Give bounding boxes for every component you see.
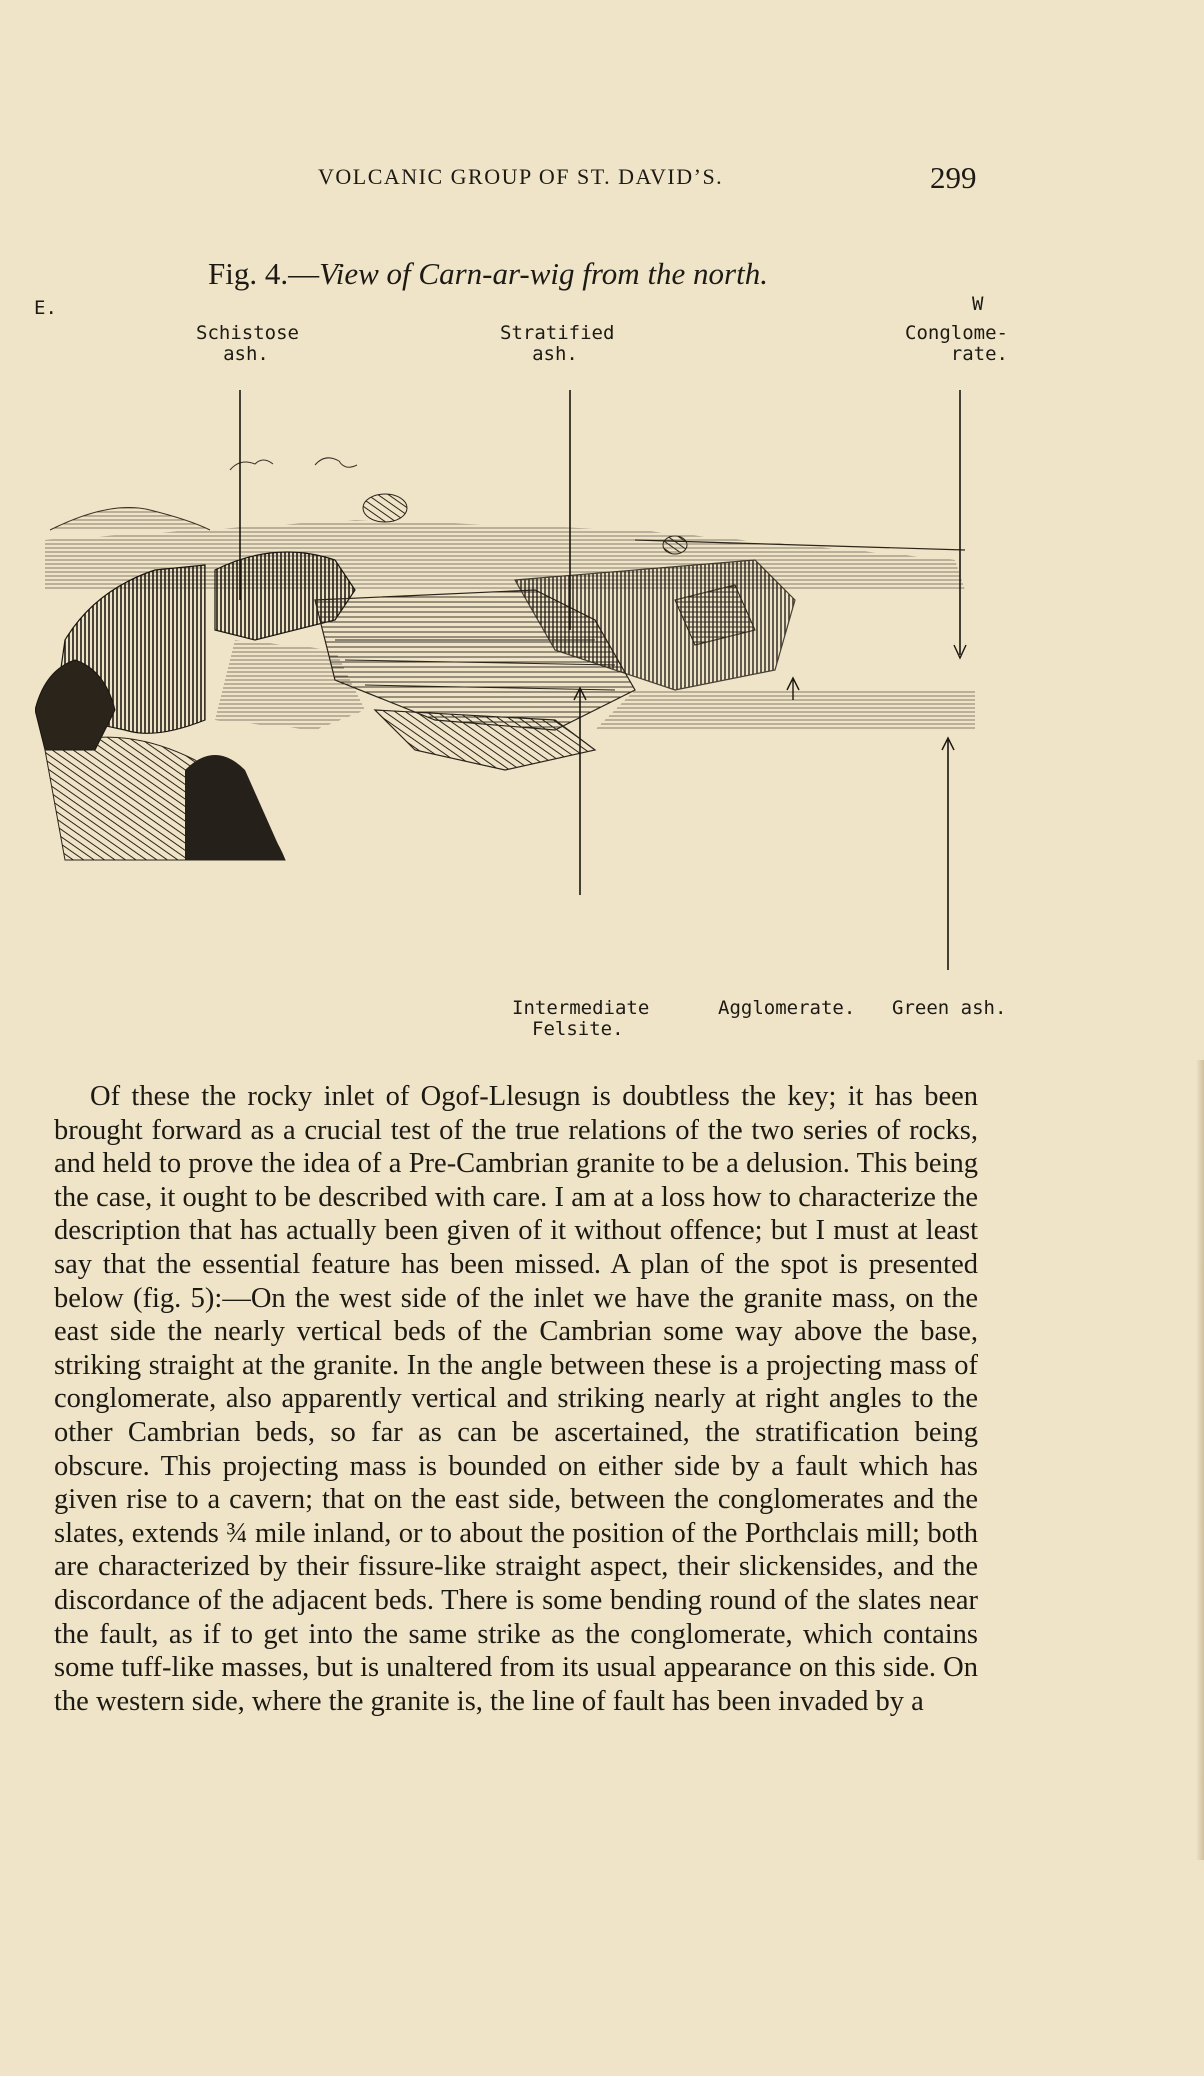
label-green-ash: Green ash. [892,997,1007,1019]
label-agglomerate: Agglomerate. [718,997,856,1019]
label-intermediate-felsite [512,998,652,1040]
page-number: 299 [930,160,977,195]
label-stratified-line2: ash. [532,343,578,365]
body-paragraph: Of these the rocky inlet of Ogof-Llesugn is doubtless the key; it has been brought forward as a crucial test of the true relations of the two series of rocks, and held to prove the idea of a Pre-Cambrian granite to be a delusion. This being the case, it ought to be described with care. I am at a loss how to characterize the description that has actually been given of it without offence; but I must at least say that the essential feature has been missed. A plan of the spot is presented below (fig. 5):—On the west side of the inlet we have the granite mass, on the east side the nearly vertical beds of the Cambrian some way above the base, striking straight at the granite. In the angle between these is a projecting mass of conglomerate, also apparently vertical and striking nearly at right angles to the other Cambrian beds, so far as can be ascertained, the stratification being obscure. This projecting mass is bounded on either side by a fault which has given rise to a cavern; that on the east side, between the conglomerates and the slates, extends ¾ mile inland, or to about the position of the Porthclais mill; both are characterized by their fissure-like straight aspect, their slickensides, and the discordance of the adjacent beds. There is some bending round of the slates near the fault, as if to get into the same strike as the conglomerate, which contains some tuff-like masses, but is unaltered from its usual appearance on this side. On the western side, where the granite is, the line of fault has been invaded by a [54,1081,978,1717]
label-intermediate-line2: Felsite. [532,1018,624,1040]
running-title: VOLCANIC GROUP OF ST. DAVID’S. [318,164,724,189]
distant-shrub [363,494,407,522]
cloud-right [315,458,357,467]
body-text-block [54,1080,978,1718]
running-head [0,160,1204,200]
figure-number: Fig. 4.— [208,256,320,291]
carn-ar-wig-engraving [35,390,1015,1000]
compass-west: W [972,293,984,315]
cloud-left [230,460,273,470]
sea-water [595,690,975,730]
label-intermediate-line1: Intermediate [512,997,650,1019]
label-stratified-ash [500,322,615,365]
figure-caption [208,256,768,292]
label-stratified-line1: Stratified [500,322,615,344]
compass-east: E. [34,297,57,319]
distant-hill-left [50,508,210,531]
foreground-dark-rock [185,755,285,860]
label-conglomerate [888,323,1008,365]
label-schistose-line2: ash. [223,343,269,365]
label-conglomerate-line1: Conglome- [905,322,1008,344]
label-conglomerate-line2: rate. [950,343,1008,365]
label-schistose-ash [196,322,299,365]
label-schistose-line1: Schistose [196,322,299,344]
page-edge-shadow [1196,1060,1204,1860]
figure-title: View of Carn-ar-wig from the north. [319,256,768,291]
